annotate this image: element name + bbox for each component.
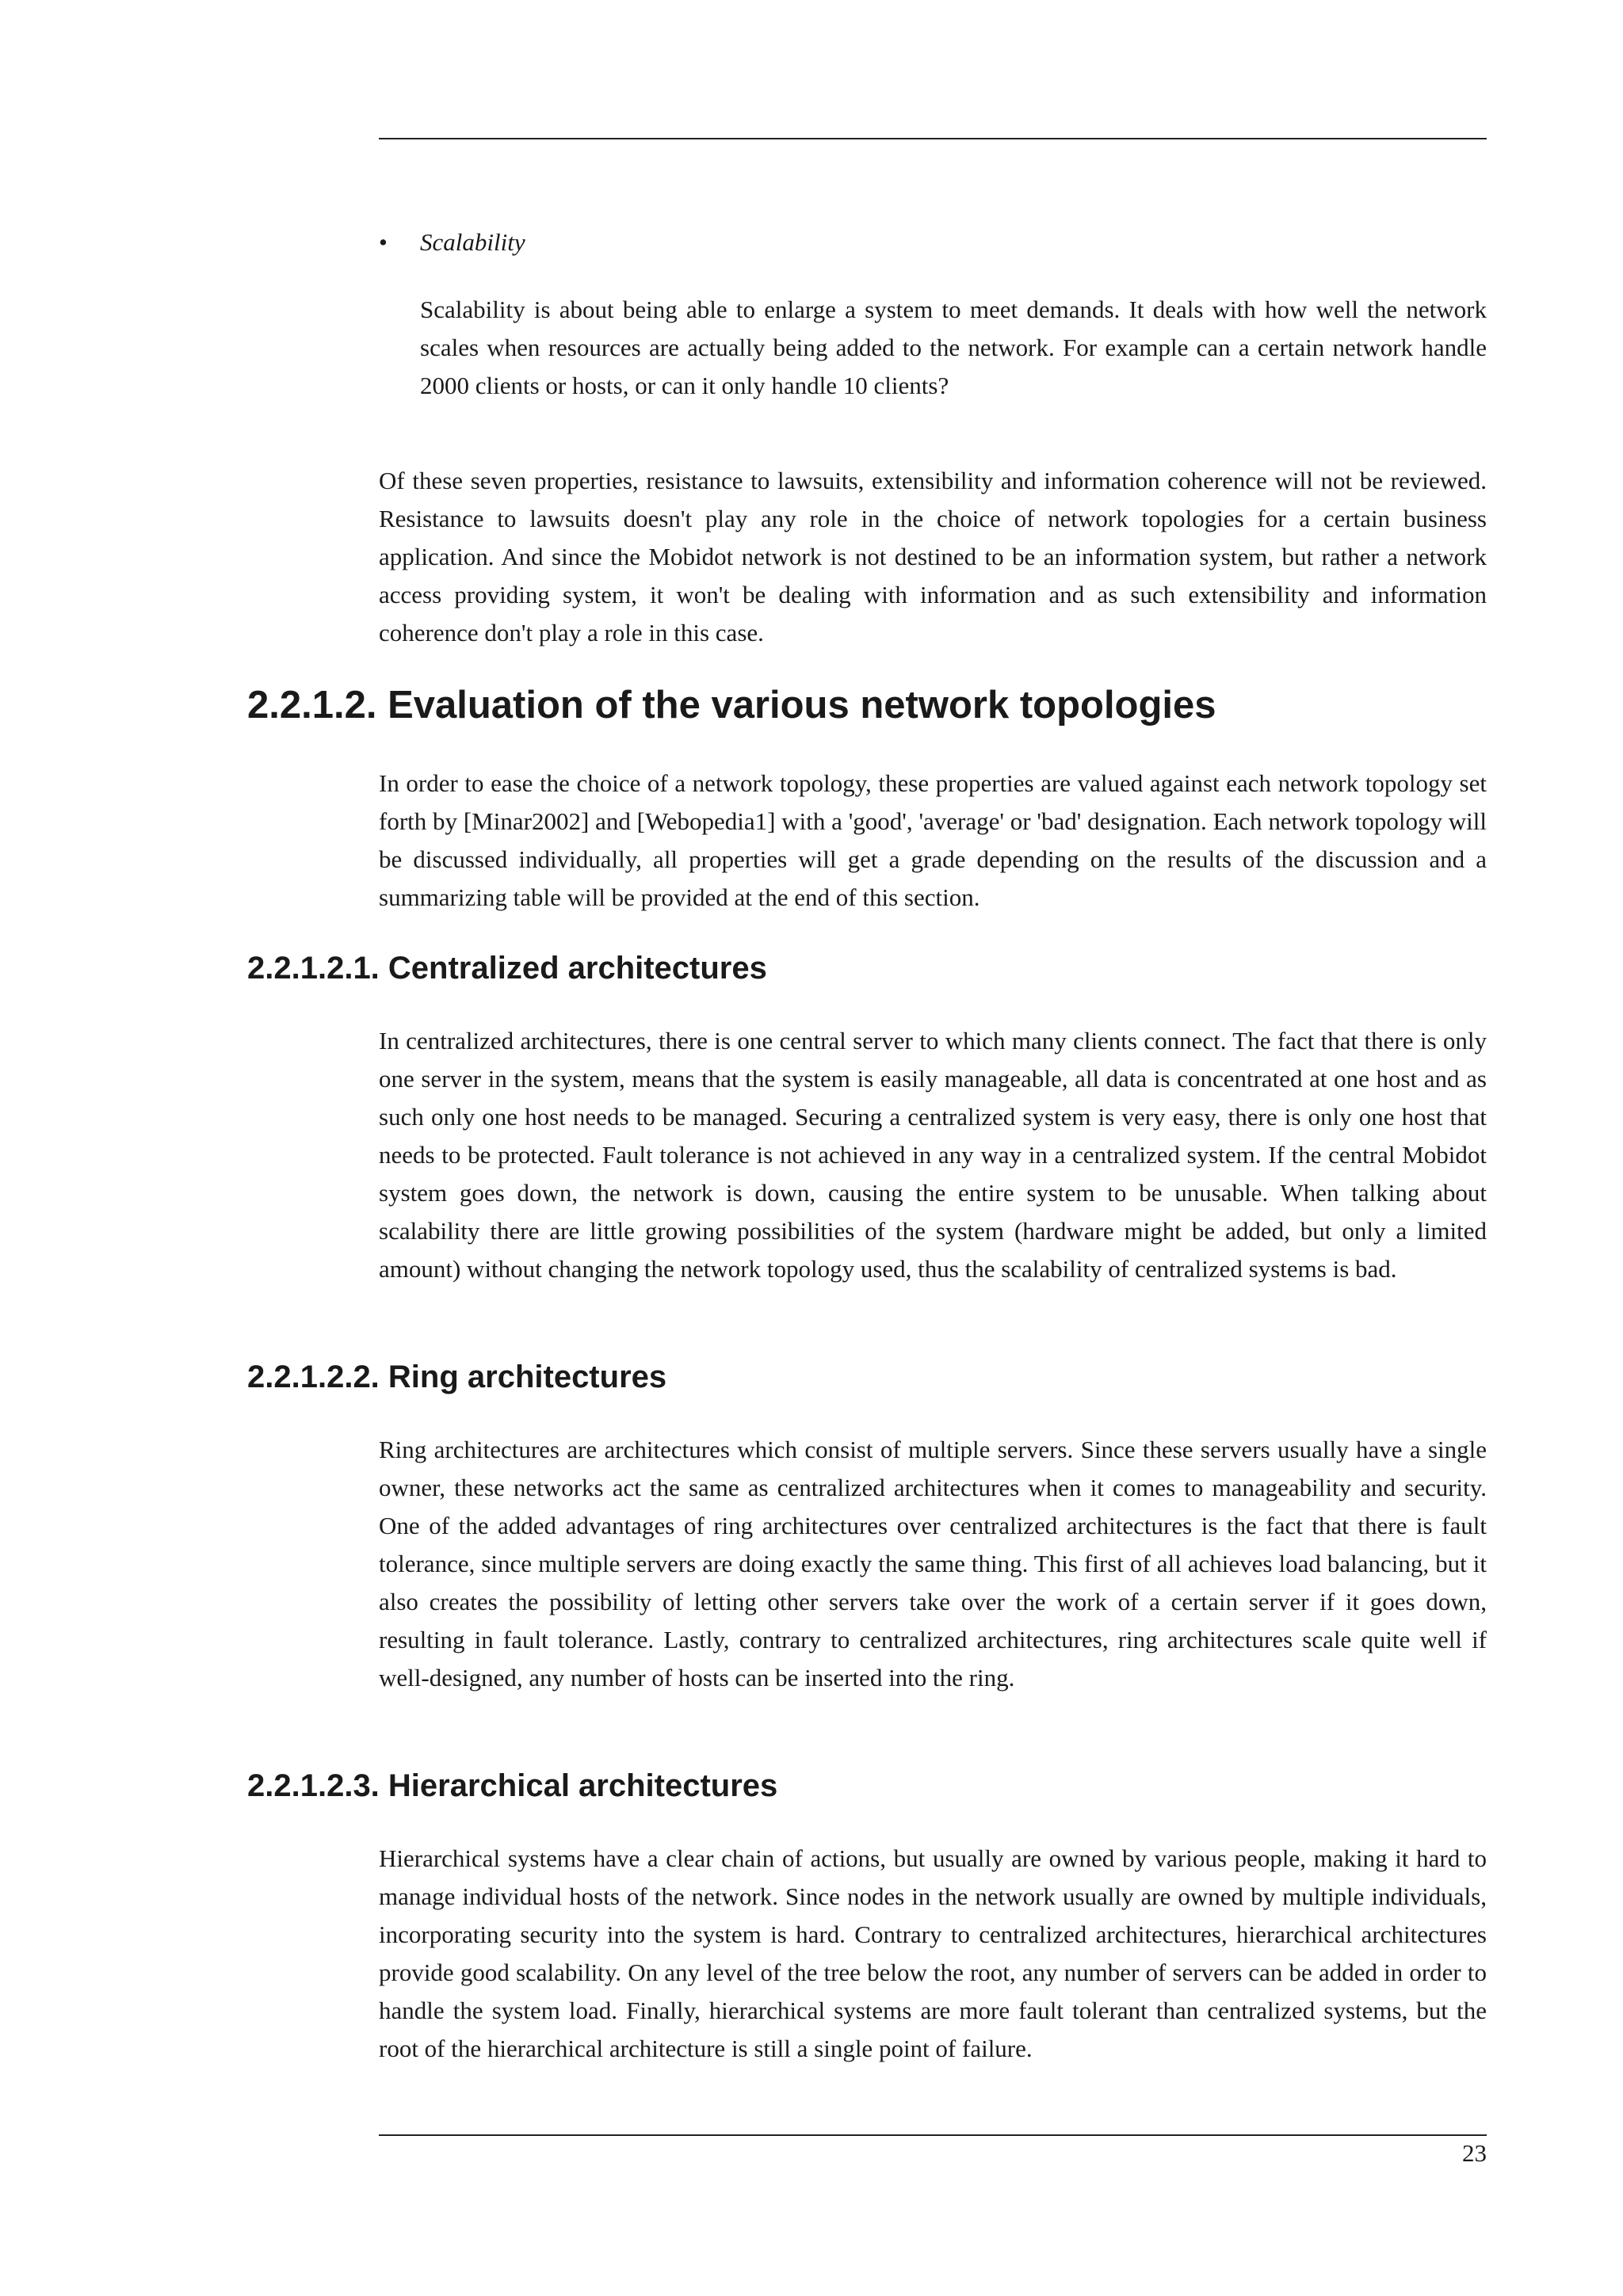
evaluation-paragraph: In order to ease the choice of a network topology, these properties are valued against each network topology set forth by [Minar2002] and [Webopedia1] with a 'good', 'average' or 'bad' designation. Each network topology will be discussed individually, all properties will get a grade depending on the results of the discussion and a summarizing table will be provided at the end of this section.	[379, 769, 1487, 911]
header-rule	[379, 138, 1487, 139]
footer-rule	[379, 2134, 1487, 2136]
page-number: 23	[1462, 2139, 1487, 2167]
ring-paragraph: Ring architectures are architectures which consist of multiple servers. Since these servers usually have a single owner, these networks act the same as centralized architectures when it comes to manageability and security. One of the added advantages of ring architectures over centralized architectures is the fact that there is fault tolerance, since multiple servers are doing exactly the same thing. This first of all achieves load balancing, but it also creates the possibility of letting other servers take over the work of a certain server if it goes down, resulting in fault tolerance. Lastly, contrary to centralized architectures, ring architectures scale quite well if well-designed, any number of hosts can be inserted into the ring.	[379, 1436, 1487, 1691]
properties-paragraph: Of these seven properties, resistance to lawsuits, extensibility and information coherence will not be reviewed. Resistance to lawsuits doesn't play any role in the choice of network topologies for a certain business application. And since the Mobidot network is not destined to be an information system, but rather a network access providing system, it won't be dealing with information and as such extensibility and information coherence don't play a role in this case.	[379, 467, 1487, 646]
subsection-heading-hierarchical: 2.2.1.2.3. Hierarchical architectures	[247, 1768, 778, 1803]
hierarchical-paragraph: Hierarchical systems have a clear chain of actions, but usually are owned by various people, making it hard to manage individual hosts of the network. Since nodes in the network usually are owned by multiple individuals, incorporating security into the system is hard. Contrary to centralized architectures, hierarchical architectures provide good scalability. On any level of the tree below the root, any number of servers can be added in order to handle the system load. Finally, hierarchical systems are more fault tolerant than centralized systems, but the root of the hierarchical architecture is still a single point of failure.	[379, 1844, 1487, 2062]
subsection-heading-ring: 2.2.1.2.2. Ring architectures	[247, 1360, 667, 1394]
section-heading-evaluation: 2.2.1.2. Evaluation of the various network topologies	[247, 684, 1216, 727]
scalability-description: Scalability is about being able to enlarge a system to meet demands. It deals with how well the network scales when resources are actually being added to the network. For example can a certain network handle 2000 clients or hosts, or can it only handle 10 clients?	[420, 296, 1487, 399]
bullet-marker: •	[379, 228, 388, 256]
bullet-term: Scalability	[420, 228, 525, 256]
centralized-paragraph: In centralized architectures, there is one central server to which many clients connect. The fact that there is only one server in the system, means that the system is easily manageable, all data is concentrated at one host and as such only one host needs to be managed. Securing a centralized system is very easy, there is only one host that needs to be protected. Fault tolerance is not achieved in any way in a centralized system. If the central Mobidot system goes down, the network is down, causing the entire system to be unusable. When talking about scalability there are little growing possibilities of the system (hardware might be added, but only a limited amount) without changing the network topology used, thus the scalability of centralized systems is bad.	[379, 1027, 1487, 1283]
subsection-heading-centralized: 2.2.1.2.1. Centralized architectures	[247, 951, 767, 986]
bullet-item-scalability	[379, 227, 1487, 258]
